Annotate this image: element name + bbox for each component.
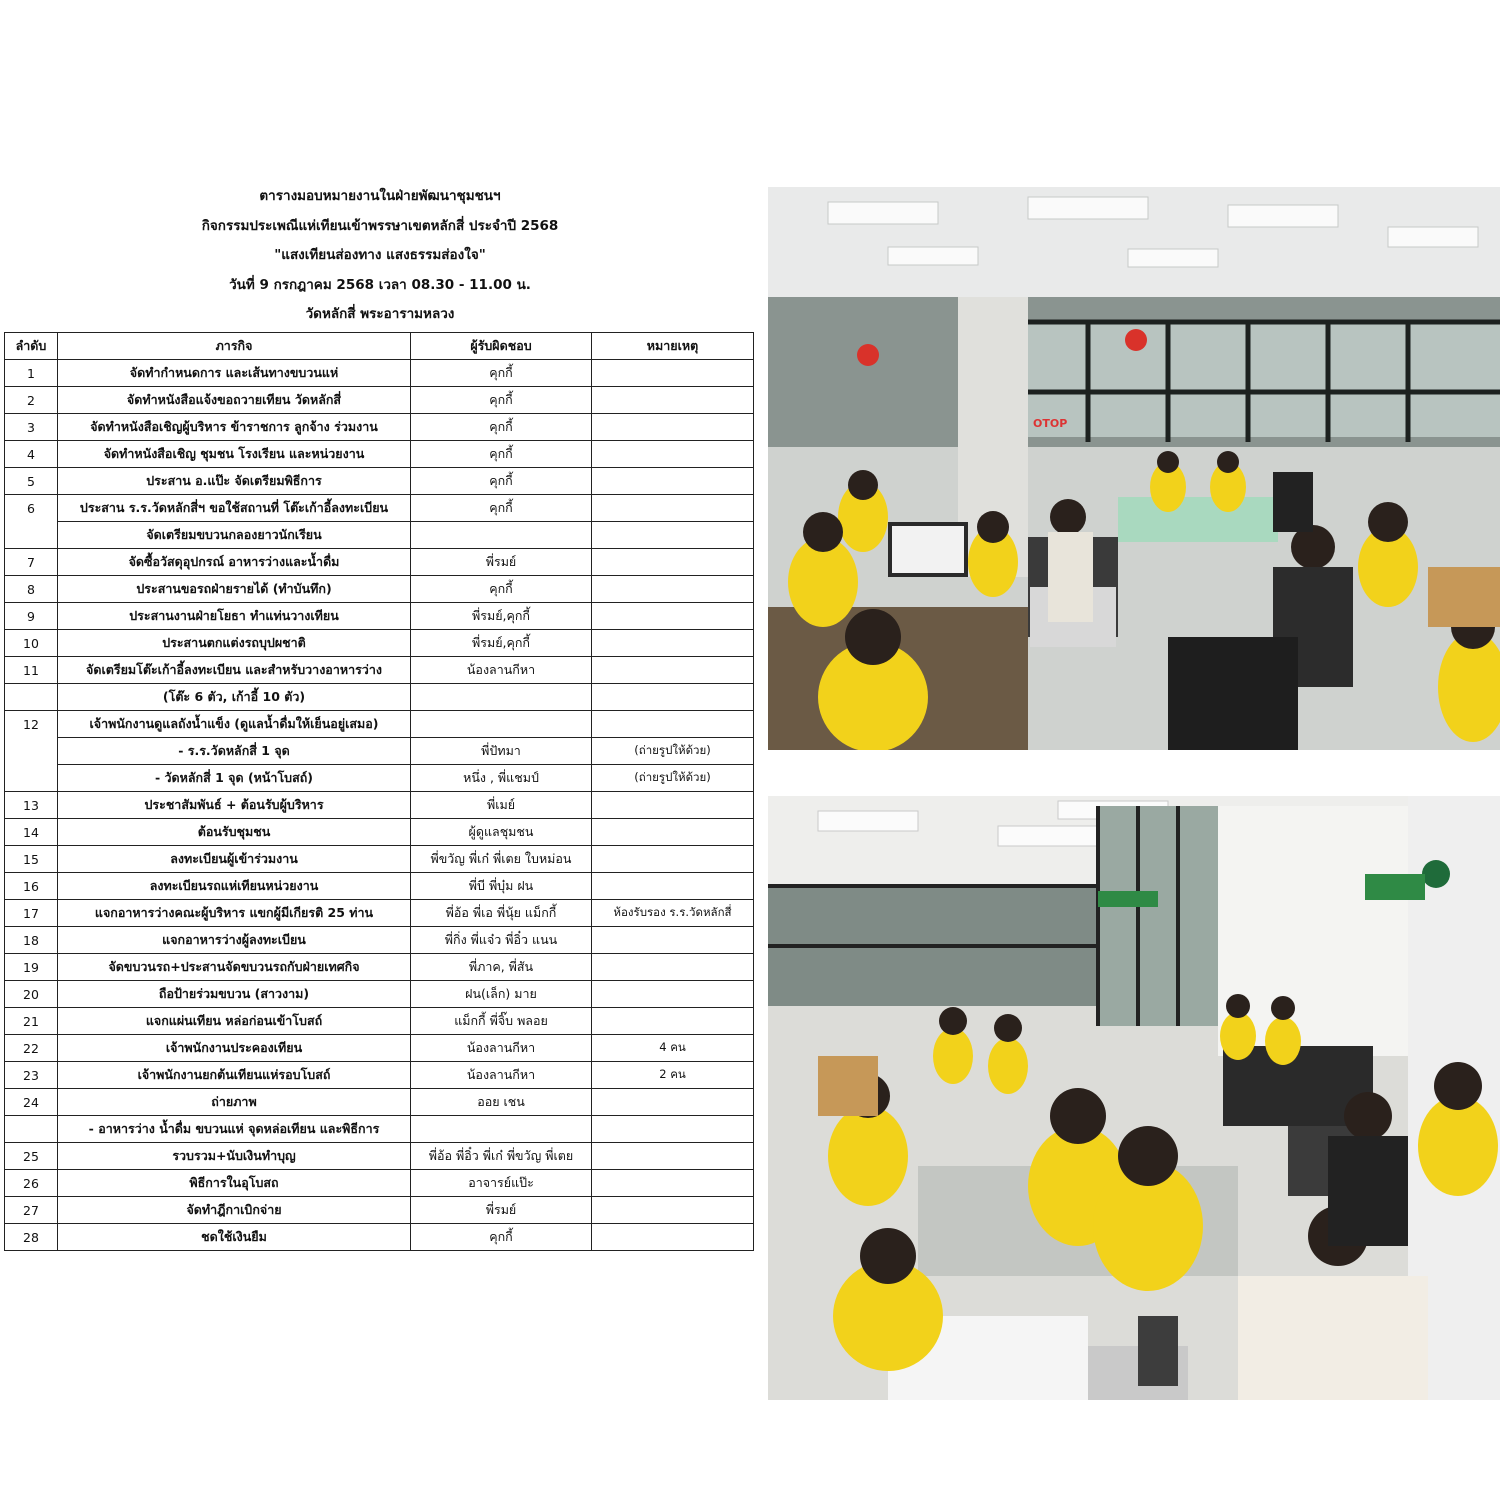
- table-row: [5, 927, 754, 954]
- row-task: - อาหารว่าง น้ำดื่ม ขบวนแห่ จุดหล่อเทียน และพิธีการ: [58, 1116, 411, 1143]
- row-responsible: พี่กิ่ง พี่แจ๋ว พี่อิ๋ว แนน: [411, 927, 592, 954]
- row-order: 12: [5, 711, 58, 738]
- table-row: [5, 657, 754, 684]
- row-task: จัดเตรียมโต๊ะเก้าอี้ลงทะเบียน และสำหรับวางอาหารว่าง: [58, 657, 411, 684]
- row-remark: 4 คน: [592, 1035, 754, 1062]
- table-row: [5, 1143, 754, 1170]
- row-responsible: พี่อ้อ พี่อิ๋ว พี่เก๋ พี่ขวัญ พี่เตย: [411, 1143, 592, 1170]
- table-row: [5, 630, 754, 657]
- row-responsible: พี่รมย์: [411, 1197, 592, 1224]
- table-row: [5, 1197, 754, 1224]
- row-remark: [592, 1089, 754, 1116]
- row-order: 17: [5, 900, 58, 927]
- meeting-photo-top: [768, 187, 1500, 750]
- meeting-photo-bottom: [768, 796, 1500, 1400]
- row-remark: [592, 360, 754, 387]
- row-task: ประสาน อ.แป๊ะ จัดเตรียมพิธีการ: [58, 468, 411, 495]
- row-order: [5, 1116, 58, 1143]
- row-task: จัดทำหนังสือเชิญผู้บริหาร ข้าราชการ ลูกจ้าง ร่วมงาน: [58, 414, 411, 441]
- row-responsible: คุกกี้: [411, 414, 592, 441]
- row-responsible: พี่เมย์: [411, 792, 592, 819]
- row-order: 24: [5, 1089, 58, 1116]
- table-row: [5, 765, 754, 792]
- row-remark: [592, 1224, 754, 1251]
- row-responsible: อาจารย์แป๊ะ: [411, 1170, 592, 1197]
- row-remark: [592, 1197, 754, 1224]
- row-responsible: ฝน(เล็ก) มาย: [411, 981, 592, 1008]
- row-responsible: ผู้ดูแลชุมชน: [411, 819, 592, 846]
- row-responsible: คุกกี้: [411, 387, 592, 414]
- row-task: รวบรวม+นับเงินทำบุญ: [58, 1143, 411, 1170]
- row-responsible: [411, 522, 592, 549]
- title-line-4: วันที่ 9 กรกฎาคม 2568 เวลา 08.30 - 11.00 น.: [229, 276, 531, 293]
- row-order: 5: [5, 468, 58, 495]
- row-order: 1: [5, 360, 58, 387]
- row-task: ประสานตกแต่งรถบุปผชาติ: [58, 630, 411, 657]
- row-task: - วัดหลักสี่ 1 จุด (หน้าโบสถ์): [58, 765, 411, 792]
- title-line-3: "แสงเทียนส่องทาง แสงธรรมส่องใจ": [274, 247, 486, 263]
- row-remark: [592, 630, 754, 657]
- row-remark: [592, 846, 754, 873]
- table-row: [5, 873, 754, 900]
- table-row: [5, 684, 754, 711]
- row-order: 25: [5, 1143, 58, 1170]
- row-responsible: พี่ภาค, พี่สัน: [411, 954, 592, 981]
- row-order: [5, 684, 58, 711]
- table-row: [5, 1116, 754, 1143]
- row-task: จัดทำฎีกาเบิกจ่าย: [58, 1197, 411, 1224]
- table-row: [5, 549, 754, 576]
- table-row: [5, 603, 754, 630]
- row-task: ลงทะเบียนรถแห่เทียนหน่วยงาน: [58, 873, 411, 900]
- table-row: [5, 495, 754, 522]
- row-remark: [592, 1170, 754, 1197]
- row-task: - ร.ร.วัดหลักสี่ 1 จุด: [58, 738, 411, 765]
- row-responsible: คุกกี้: [411, 1224, 592, 1251]
- row-order: 26: [5, 1170, 58, 1197]
- row-task: จัดขบวนรถ+ประสานจัดขบวนรถกับฝ่ายเทศกิจ: [58, 954, 411, 981]
- row-responsible: [411, 1116, 592, 1143]
- row-remark: [592, 1116, 754, 1143]
- table-row: [5, 738, 754, 765]
- row-order: 14: [5, 819, 58, 846]
- table-row: [5, 441, 754, 468]
- row-task: จัดทำหนังสือแจ้งขอถวายเทียน วัดหลักสี่: [58, 387, 411, 414]
- row-remark: [592, 387, 754, 414]
- row-order: 6: [5, 495, 58, 522]
- table-header-row: [5, 333, 754, 360]
- table-row: [5, 414, 754, 441]
- row-responsible: แม็กกี้ พี่จิ๊บ พลอย: [411, 1008, 592, 1035]
- row-remark: [592, 657, 754, 684]
- header-task: ภารกิจ: [58, 333, 411, 360]
- table-row: [5, 576, 754, 603]
- table-row: [5, 1089, 754, 1116]
- row-responsible: คุกกี้: [411, 576, 592, 603]
- row-responsible: คุกกี้: [411, 441, 592, 468]
- title-line-2: กิจกรรมประเพณีแห่เทียนเข้าพรรษาเขตหลักสี่ ประจำปี 2568: [201, 217, 559, 234]
- row-responsible: [411, 684, 592, 711]
- row-responsible: พี่บี พี่บุ๋ม ฝน: [411, 873, 592, 900]
- row-remark: [592, 1008, 754, 1035]
- meeting-photo-bottom-image: [768, 796, 1500, 1400]
- row-remark: ห้องรับรอง ร.ร.วัดหลักสี่: [592, 900, 754, 927]
- row-task: ประชาสัมพันธ์ + ต้อนรับผู้บริหาร: [58, 792, 411, 819]
- row-responsible: คุกกี้: [411, 468, 592, 495]
- row-responsible: คุกกี้: [411, 360, 592, 387]
- row-order: 19: [5, 954, 58, 981]
- row-order: 27: [5, 1197, 58, 1224]
- meeting-photo-top-image: [768, 187, 1500, 750]
- table-body: [5, 360, 754, 1251]
- row-responsible: คุกกี้: [411, 495, 592, 522]
- row-task: ประสานขอรถฝ่ายรายได้ (ทำบันทึก): [58, 576, 411, 603]
- row-task: เจ้าพนักงานประคองเทียน: [58, 1035, 411, 1062]
- row-task: ชดใช้เงินยืม: [58, 1224, 411, 1251]
- row-task: (โต๊ะ 6 ตัว, เก้าอี้ 10 ตัว): [58, 684, 411, 711]
- row-order: 20: [5, 981, 58, 1008]
- row-remark: [592, 603, 754, 630]
- assignment-table: [4, 332, 754, 1251]
- row-task: ถือป้ายร่วมขบวน (สาวงาม): [58, 981, 411, 1008]
- row-remark: [592, 522, 754, 549]
- row-task: แจกแผ่นเทียน หล่อก่อนเข้าโบสถ์: [58, 1008, 411, 1035]
- row-order: 23: [5, 1062, 58, 1089]
- table-row: [5, 1224, 754, 1251]
- header-order: ลำดับ: [5, 333, 58, 360]
- row-order: 7: [5, 549, 58, 576]
- row-order: 21: [5, 1008, 58, 1035]
- table-row: [5, 1008, 754, 1035]
- row-remark: [592, 468, 754, 495]
- row-order: 13: [5, 792, 58, 819]
- table-row: [5, 981, 754, 1008]
- row-task: ลงทะเบียนผู้เข้าร่วมงาน: [58, 846, 411, 873]
- table-row: [5, 1035, 754, 1062]
- row-remark: [592, 792, 754, 819]
- row-remark: [592, 414, 754, 441]
- row-task: เจ้าพนักงานยกต้นเทียนแห่รอบโบสถ์: [58, 1062, 411, 1089]
- row-responsible: พี่รมย์,คุกกี้: [411, 630, 592, 657]
- row-remark: [592, 441, 754, 468]
- row-remark: [592, 981, 754, 1008]
- header-remark: หมายเหตุ: [592, 333, 754, 360]
- row-order: 8: [5, 576, 58, 603]
- row-responsible: น้องลานกีหา: [411, 657, 592, 684]
- table-row: [5, 360, 754, 387]
- row-remark: (ถ่ายรูปให้ด้วย): [592, 765, 754, 792]
- row-remark: [592, 954, 754, 981]
- table-row: [5, 900, 754, 927]
- row-remark: (ถ่ายรูปให้ด้วย): [592, 738, 754, 765]
- row-responsible: น้องลานกีหา: [411, 1062, 592, 1089]
- row-task: แจกอาหารว่างผู้ลงทะเบียน: [58, 927, 411, 954]
- top-photo-sign: OTOP: [1033, 417, 1068, 430]
- row-remark: [592, 927, 754, 954]
- row-responsible: พี่รมย์,คุกกี้: [411, 603, 592, 630]
- row-task: แจกอาหารว่างคณะผู้บริหาร แขกผู้มีเกียรติ 25 ท่าน: [58, 900, 411, 927]
- row-responsible: พี่ขวัญ พี่เก๋ พี่เตย ใบหม่อน: [411, 846, 592, 873]
- row-order: 4: [5, 441, 58, 468]
- table-row: [5, 387, 754, 414]
- row-order: 18: [5, 927, 58, 954]
- table-row: [5, 711, 754, 738]
- row-remark: [592, 873, 754, 900]
- row-remark: [592, 549, 754, 576]
- row-remark: [592, 711, 754, 738]
- row-remark: [592, 684, 754, 711]
- row-responsible: [411, 711, 592, 738]
- table-row: [5, 1170, 754, 1197]
- row-task: ประสาน ร.ร.วัดหลักสี่ฯ ขอใช้สถานที่ โต๊ะเก้าอี้ลงทะเบียน: [58, 495, 411, 522]
- row-order: 22: [5, 1035, 58, 1062]
- title-line-5: วัดหลักสี่ พระอารามหลวง: [305, 306, 455, 322]
- table-row: [5, 522, 754, 549]
- row-task: ถ่ายภาพ: [58, 1089, 411, 1116]
- table-row: [5, 819, 754, 846]
- row-order: 10: [5, 630, 58, 657]
- table-row: [5, 1062, 754, 1089]
- row-responsible: หนึ่ง , พี่แชมป์: [411, 765, 592, 792]
- row-responsible: พี่อ้อ พี่เอ พี่นุ้ย แม็กกี้: [411, 900, 592, 927]
- table-row: [5, 846, 754, 873]
- table-row: [5, 792, 754, 819]
- row-task: พิธีการในอุโบสถ: [58, 1170, 411, 1197]
- row-order: 28: [5, 1224, 58, 1251]
- row-responsible: ออย เชน: [411, 1089, 592, 1116]
- row-order: 16: [5, 873, 58, 900]
- row-remark: [592, 495, 754, 522]
- row-remark: [592, 576, 754, 603]
- row-task: จัดซื้อวัสดุอุปกรณ์ อาหารว่างและน้ำดื่ม: [58, 549, 411, 576]
- row-remark: 2 คน: [592, 1062, 754, 1089]
- row-order: 11: [5, 657, 58, 684]
- document-title-block: [0, 182, 760, 330]
- row-order: [5, 522, 58, 549]
- row-task: จัดทำกำหนดการ และเส้นทางขบวนแห่: [58, 360, 411, 387]
- row-task: จัดทำหนังสือเชิญ ชุมชน โรงเรียน และหน่วยงาน: [58, 441, 411, 468]
- row-order: 2: [5, 387, 58, 414]
- row-order: 15: [5, 846, 58, 873]
- row-responsible: พี่ปัทมา: [411, 738, 592, 765]
- header-responsible: ผู้รับผิดชอบ: [411, 333, 592, 360]
- table-row: [5, 468, 754, 495]
- row-order: 3: [5, 414, 58, 441]
- row-task: เจ้าพนักงานดูแลถังน้ำแข็ง (ดูแลน้ำดื่มให้เย็นอยู่เสมอ): [58, 711, 411, 738]
- title-line-1: ตารางมอบหมายงานในฝ่ายพัฒนาชุมชนฯ: [259, 188, 501, 204]
- row-responsible: น้องลานกีหา: [411, 1035, 592, 1062]
- row-remark: [592, 1143, 754, 1170]
- row-task: ประสานงานฝ่ายโยธา ทำแท่นวางเทียน: [58, 603, 411, 630]
- row-task: จัดเตรียมขบวนกลองยาวนักเรียน: [58, 522, 411, 549]
- row-order: [5, 738, 58, 765]
- row-order: [5, 765, 58, 792]
- row-remark: [592, 819, 754, 846]
- row-task: ต้อนรับชุมชน: [58, 819, 411, 846]
- row-responsible: พี่รมย์: [411, 549, 592, 576]
- table-row: [5, 954, 754, 981]
- row-order: 9: [5, 603, 58, 630]
